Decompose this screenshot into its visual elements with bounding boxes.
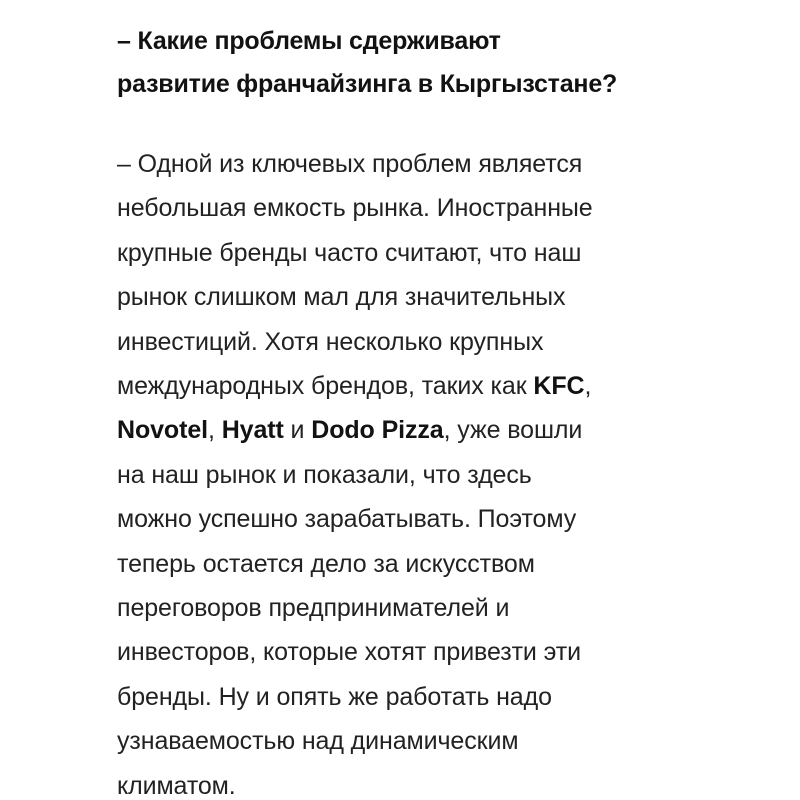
answer-line: – Одной из ключевых проблем является [117, 150, 583, 178]
brand-kfc: KFC [533, 372, 585, 401]
answer-text: , уже вошли [443, 416, 583, 445]
answer-punct: , [207, 416, 222, 445]
answer-line: рынок слишком мал для значительных [117, 283, 566, 312]
answer-line: инвесторов, которые хотят привезти эти [117, 638, 581, 667]
question-line: развитие франчайзинга в Кыргызстане? [117, 70, 618, 98]
answer-line: можно успешно зарабатывать. Поэтому [117, 505, 577, 534]
answer-text: международных брендов, таких как [117, 372, 534, 401]
brand-dodo-pizza: Dodo Pizza [311, 416, 444, 445]
question-line: – Какие проблемы сдерживают [117, 27, 501, 55]
interview-question [117, 20, 760, 106]
answer-line: климатом. [117, 771, 236, 800]
answer-punct: , [584, 372, 592, 401]
answer-line: бренды. Ну и опять же работать надо [117, 682, 552, 711]
answer-line: инвестиций. Хотя несколько крупных [117, 327, 544, 356]
answer-line: крупные бренды часто считают, что наш [117, 238, 582, 267]
answer-text: и [283, 416, 312, 445]
answer-line: переговоров предпринимателей и [117, 594, 510, 623]
interview-answer [117, 142, 760, 800]
brand-novotel: Novotel [117, 416, 208, 445]
answer-line: небольшая емкость рынка. Иностранные [117, 194, 593, 223]
brand-hyatt: Hyatt [221, 416, 284, 445]
answer-line: на наш рынок и показали, что здесь [117, 460, 532, 489]
answer-line [117, 408, 760, 452]
answer-line [117, 364, 760, 408]
answer-line: узнаваемостью над динамическим [117, 727, 519, 756]
answer-line: теперь остается дело за искусством [117, 549, 535, 578]
